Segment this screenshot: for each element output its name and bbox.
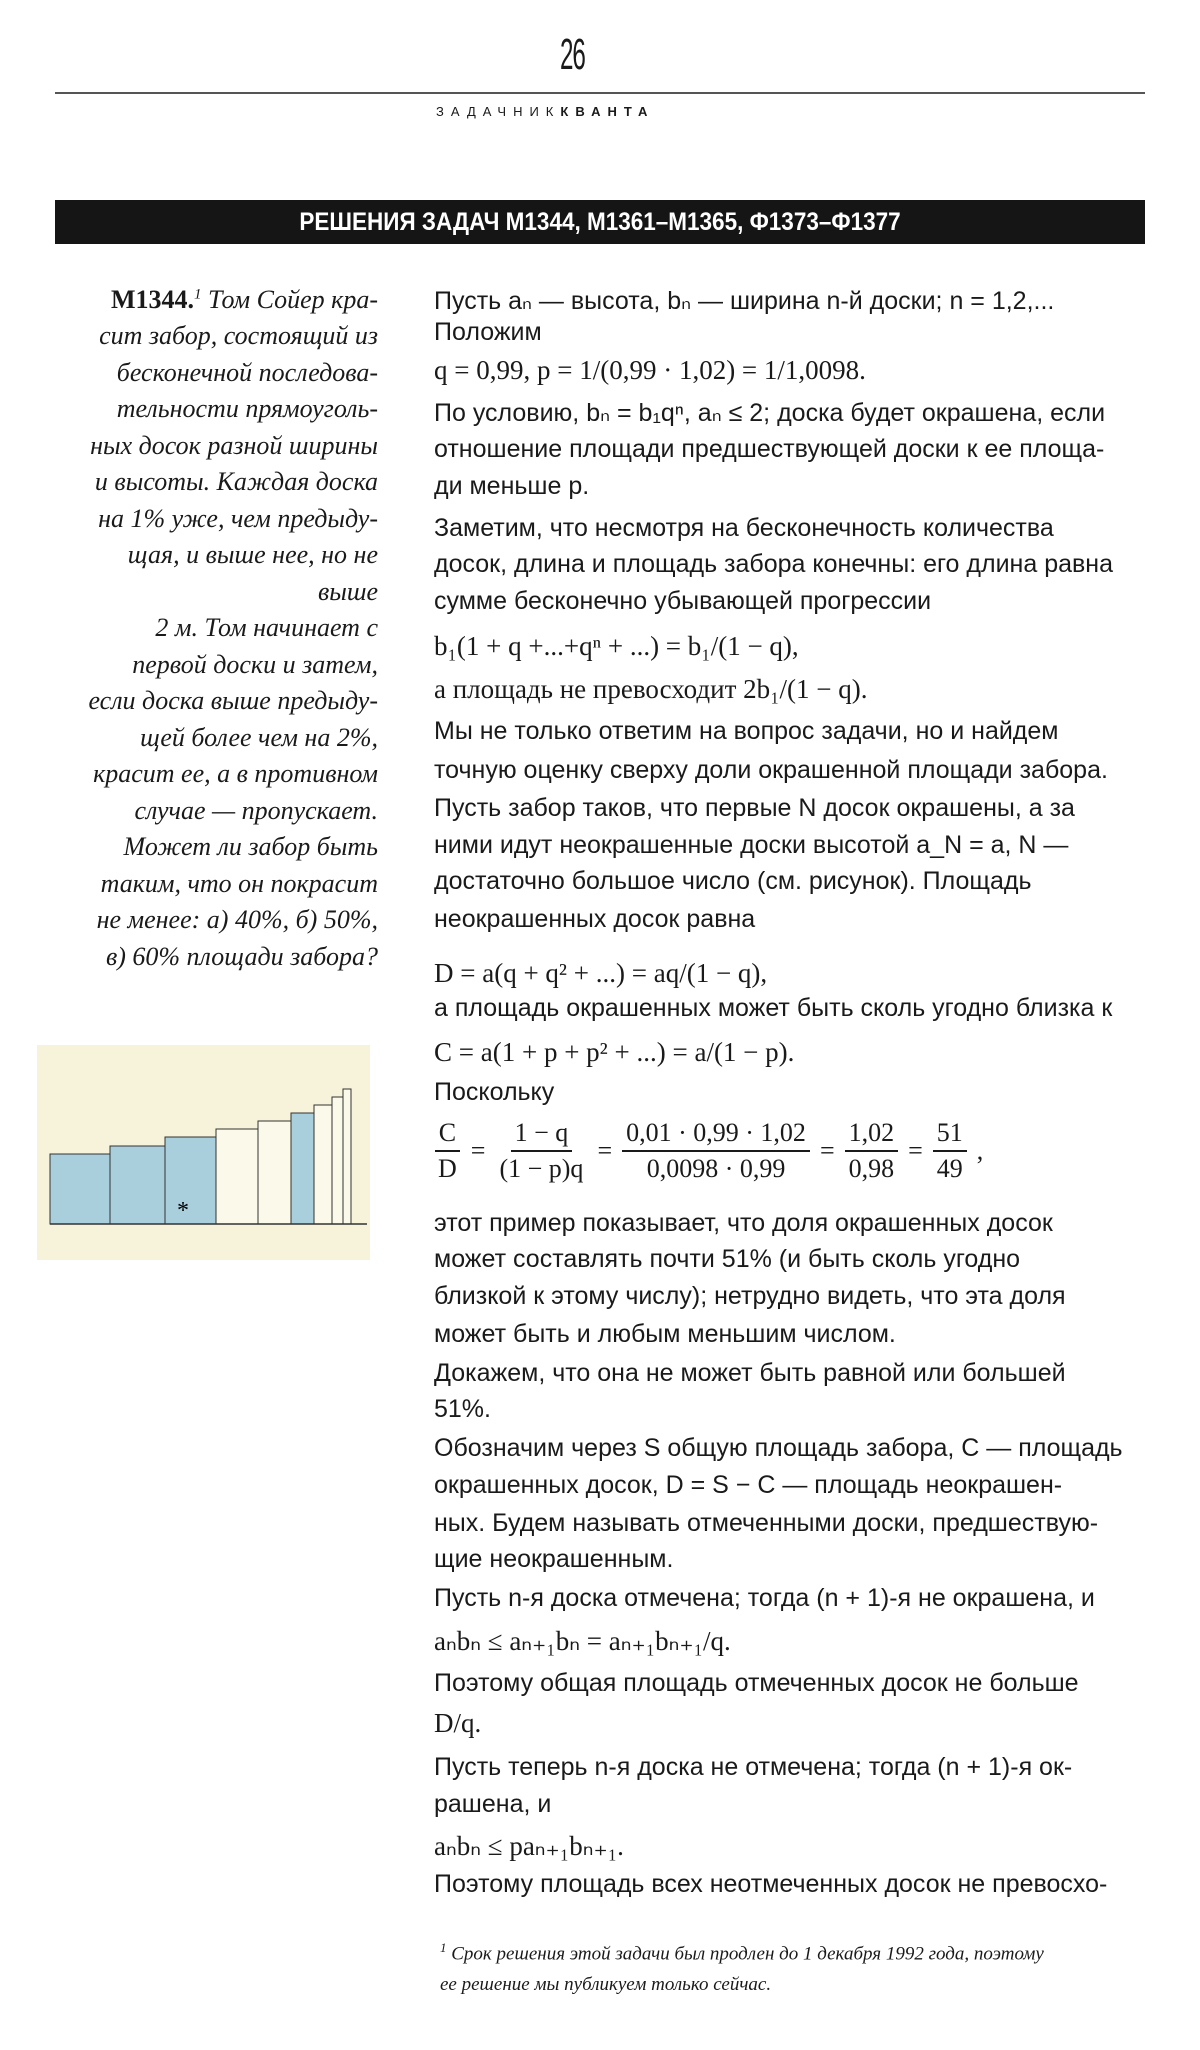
painted-board xyxy=(110,1146,165,1224)
solution-line: Поскольку xyxy=(434,1078,555,1106)
problem-line: щей более чем на 2%, xyxy=(140,723,378,752)
problem-line: щая, и выше нее, но не xyxy=(127,540,378,569)
solution-line: По условию, bₙ = b₁qⁿ, aₙ ≤ 2; доска будет окрашена, если xyxy=(434,399,1106,427)
numerator: 1 − q xyxy=(511,1118,573,1152)
solution-line: щие неокрашенным. xyxy=(434,1545,674,1573)
fraction-c-d xyxy=(434,1118,461,1184)
footnote-line: ее решение мы публикуем только сейчас. xyxy=(440,1974,772,1995)
footnote-mark: 1 xyxy=(193,286,202,303)
solution-line: досок, длина и площадь забора конечны: его длина равна xyxy=(434,550,1114,578)
unpainted-board xyxy=(314,1105,332,1224)
fence-diagram xyxy=(37,1045,370,1260)
equals: = xyxy=(470,1136,486,1165)
problem-line xyxy=(111,285,378,315)
solution-line: отношение площади предшествующей доски к ее площа- xyxy=(434,435,1105,463)
numerator: 51 xyxy=(933,1118,967,1152)
problem-line: 2 м. Том начинает с xyxy=(155,613,378,642)
solution-line: Поэтому общая площадь отмеченных досок не больше xyxy=(434,1669,1079,1697)
title-bar xyxy=(55,200,1145,244)
denominator: 0,0098 · 0,99 xyxy=(646,1154,786,1183)
solution-line: Поэтому площадь всех неотмеченных досок не превосхо- xyxy=(434,1870,1108,1898)
solution-line: Обозначим через S общую площадь забора, C — площадь xyxy=(434,1434,1123,1462)
problem-line: и высоты. Каждая доска xyxy=(94,467,378,496)
problem-line: на 1% уже, чем предыду- xyxy=(98,504,378,533)
solution-line: а площадь окрашенных может быть сколь угодно близка к xyxy=(434,994,1113,1022)
solution-line: а площадь не превосходит 2b₁/(1 − q). xyxy=(434,674,868,704)
section-light: ЗАДАЧНИК xyxy=(436,104,561,119)
solution-line: ними идут неокрашенные доски высотой a_N = a, N — xyxy=(434,831,1069,859)
header-divider xyxy=(55,92,1145,94)
unpainted-board xyxy=(216,1129,258,1224)
problem-line: в) 60% площади забора? xyxy=(105,942,378,971)
denominator: D xyxy=(438,1154,457,1183)
problem-line: сит забор, состоящий из xyxy=(99,321,378,350)
problem-line: первой доски и затем, xyxy=(132,650,378,679)
solution-line: Пусть aₙ — высота, bₙ — ширина n-й доски; n = 1,2,... xyxy=(434,287,1055,315)
solution-line: aₙbₙ ≤ paₙ₊₁bₙ₊₁. xyxy=(434,1831,624,1861)
numerator: C xyxy=(435,1118,460,1152)
solution-line: ных. Будем называть отмеченными доски, предшествую- xyxy=(434,1509,1099,1537)
problem-line: если доска выше предыду- xyxy=(88,686,378,715)
problem-line: выше xyxy=(317,577,378,606)
painted-board xyxy=(50,1154,110,1224)
problem-line: Может ли забор быть xyxy=(123,832,378,861)
problem-line: бесконечной последова- xyxy=(116,358,378,387)
denominator: (1 − p)q xyxy=(499,1154,584,1183)
solution-line: неокрашенных досок равна xyxy=(434,905,756,933)
problem-line: случае — пропускает. xyxy=(134,796,378,825)
equals: = xyxy=(597,1136,613,1165)
solution-line: Мы не только ответим на вопрос задачи, но и найдем xyxy=(434,717,1059,745)
problem-line: не менее: а) 40%, б) 50%, xyxy=(96,905,378,934)
footnote-line xyxy=(440,1940,1044,1965)
solution-line: D/q. xyxy=(434,1708,482,1738)
ratio-equation xyxy=(434,1118,983,1184)
page-title: РЕШЕНИЯ ЗАДАЧ М1344, М1361–М1365, Ф1373–Ф1377 xyxy=(299,208,901,236)
solution-line: точную оценку сверху доли окрашенной площади забора. xyxy=(434,756,1108,784)
section-bold: КВАНТА xyxy=(560,104,655,119)
fence-figure xyxy=(37,1045,370,1260)
fraction-simplified xyxy=(845,1118,899,1184)
solution-line: Положим xyxy=(434,318,542,346)
solution-line: Пусть n-я доска отмечена; тогда (n + 1)-я не окрашена, и xyxy=(434,1584,1095,1612)
solution-line: b₁(1 + q +...+qⁿ + ...) = b₁/(1 − q), xyxy=(434,631,799,661)
problem-line: таким, что он покрасит xyxy=(100,869,378,898)
solution-line: Пусть забор таков, что первые N досок окрашены, а за xyxy=(434,794,1075,822)
fraction-q xyxy=(495,1118,587,1184)
solution-line: может составлять почти 51% (и быть сколь угодно xyxy=(434,1245,1021,1273)
painted-board xyxy=(291,1113,314,1224)
unpainted-board xyxy=(258,1121,291,1224)
problem-label: М1344. xyxy=(110,285,194,314)
solution-line: aₙbₙ ≤ aₙ₊₁bₙ = aₙ₊₁bₙ₊₁/q. xyxy=(434,1626,731,1656)
solution-line: этот пример показывает, что доля окрашенных досок xyxy=(434,1209,1053,1237)
equals: = xyxy=(908,1136,923,1165)
denominator: 0,98 xyxy=(848,1154,895,1183)
unpainted-marker: * xyxy=(177,1198,189,1224)
solution-line: C = a(1 + p + p² + ...) = a/(1 − p). xyxy=(434,1037,795,1067)
solution-line: ди меньше p. xyxy=(434,472,590,500)
solution-line: достаточно большое число (см. рисунок). Площадь xyxy=(434,867,1032,895)
solution-line: Заметим, что несмотря на бесконечность количества xyxy=(434,514,1054,542)
solution-line: Пусть теперь n-я доска не отмечена; тогда (n + 1)-я ок- xyxy=(434,1753,1073,1781)
comma: , xyxy=(976,1136,984,1165)
numerator: 1,02 xyxy=(845,1118,899,1152)
problem-text: Том Сойер кра- xyxy=(201,285,378,314)
denominator: 49 xyxy=(936,1154,963,1183)
problem-line: красит ее, а в противном xyxy=(93,759,378,788)
solution-line: D = a(q + q² + ...) = aq/(1 − q), xyxy=(434,958,768,988)
solution-line: рашена, и xyxy=(434,1790,552,1818)
solution-line: окрашенных досок, D = S − C — площадь неокрашен- xyxy=(434,1471,1063,1499)
page-number: 26 xyxy=(560,30,585,79)
footnote-text: Срок решения этой задачи был продлен до 1 декабря 1992 года, поэтому xyxy=(446,1943,1044,1965)
solution-line: может быть и любым меньшим числом. xyxy=(434,1320,896,1348)
solution-line: сумме бесконечно убывающей прогрессии xyxy=(434,587,932,615)
solution-line: Докажем, что она не может быть равной или большей xyxy=(434,1359,1066,1387)
unpainted-board xyxy=(332,1097,343,1224)
fraction-numeric xyxy=(622,1118,810,1184)
numerator: 0,01 · 0,99 · 1,02 xyxy=(622,1118,810,1152)
problem-line: ных досок разной ширины xyxy=(90,431,378,460)
solution-line: 51%. xyxy=(434,1395,491,1423)
fraction-result xyxy=(933,1118,967,1184)
painted-board xyxy=(165,1137,216,1224)
section-header xyxy=(436,104,654,119)
problem-line: тельности прямоуголь- xyxy=(116,394,378,423)
footnote-number: 1 xyxy=(440,1940,447,1955)
unpainted-board xyxy=(343,1089,351,1224)
solution-line: q = 0,99, p = 1/(0,99 · 1,02) = 1/1,0098. xyxy=(434,355,866,385)
solution-line: близкой к этому числу); нетрудно видеть, что эта доля xyxy=(434,1282,1066,1310)
equals: = xyxy=(819,1136,835,1165)
